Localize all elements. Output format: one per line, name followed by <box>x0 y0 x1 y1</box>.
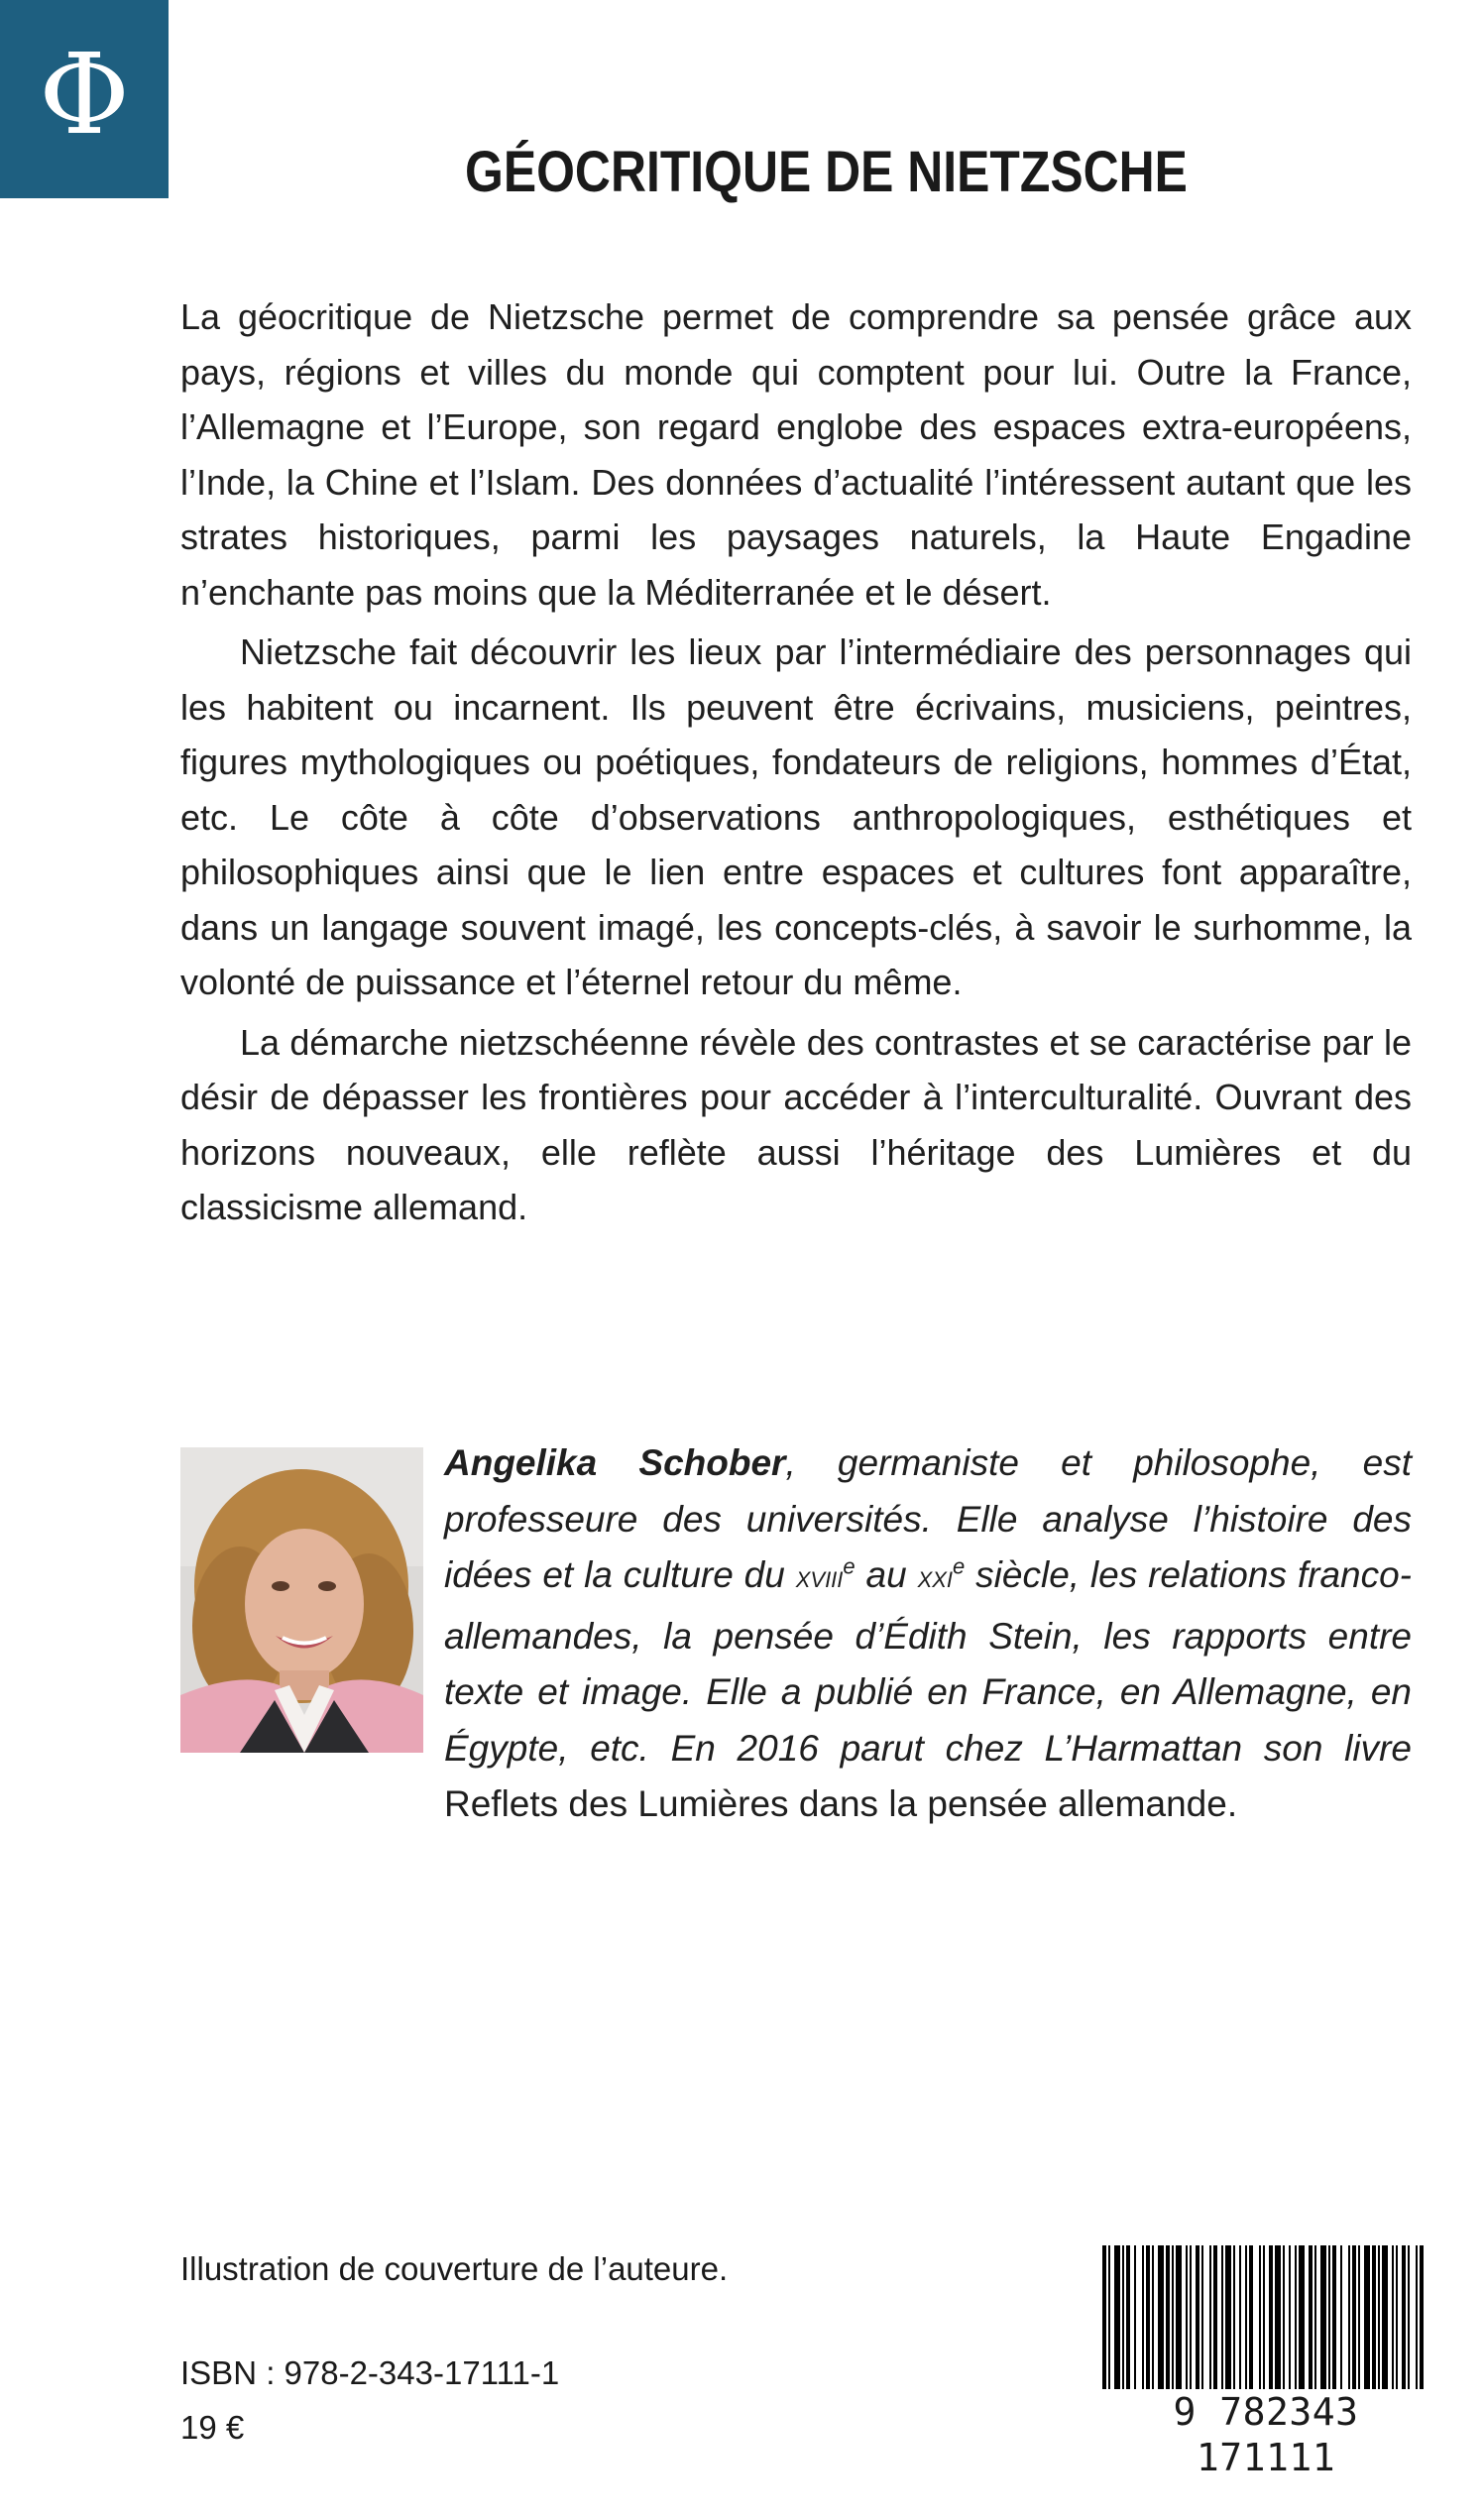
illustration-credit: Illustration de couverture de l’auteure. <box>180 2250 729 2287</box>
century-21: XXI <box>917 1567 954 1592</box>
synopsis-paragraph-1: La géocritique de Nietzsche permet de comprendre sa pensée grâce aux pays, régions et villes du monde qui comptent pour lui. Outre la France, l’Allemagne et l’Europe, son regard englobe des espaces extra-européens, l’Inde, la Chine et l’Islam. Des données d’actualité l’intéressent autant que les strates historiques, parmi les paysages naturels, la Haute Engadine n’enchante pas moins que la Méditerranée et le désert. <box>180 296 1412 613</box>
bio-end: . <box>1226 1783 1238 1824</box>
bio-text-1: , germaniste et philosophe, est professeure des universités. Elle analyse l’histoire des idées et la culture du <box>444 1442 1412 1595</box>
century-21-suffix: e <box>953 1553 966 1579</box>
isbn: ISBN : 978-2-343-17111-1 <box>180 2354 560 2391</box>
phi-logo-icon: Φ <box>39 31 130 160</box>
synopsis-paragraph-3: La démarche nietzschéenne révèle des contrastes et se caractérise par le désir de dépasser les frontières pour accéder à l’interculturalité. Ouvrant des horizons nouveaux, elle reflète aussi l’héritage des Lumières et du classicisme allemand. <box>180 1021 1412 1227</box>
author-name: Angelika Schober <box>444 1442 786 1483</box>
author-photo <box>180 1447 423 1753</box>
price: 19 € <box>180 2409 245 2446</box>
synopsis-paragraph-2: Nietzsche fait découvrir les lieux par l’intermédiaire des personnages qui les habitent ou incarnent. Ils peuvent être écrivains, musiciens, peintres, figures mythologiques ou poétiques, fondateurs de religions, hommes d’État, etc. Le côte à côte d’observations anthropologiques, esthétiques et philosophiques ainsi que le lien entre espaces et cultures font apparaître, dans un langage souvent imagé, les concepts-clés, à savoir le surhomme, la volonté de puissance et l’éternel retour du même. <box>180 631 1412 1002</box>
book-title: GÉOCRITIQUE DE NIETZSCHE <box>465 140 1188 204</box>
bio-text-2: au <box>855 1554 918 1595</box>
publisher-logo <box>0 0 169 198</box>
bio-text-3: siècle, les relations franco-allemandes, la pensée d’Édith Stein, les rapports entre texte et image. Elle a publié en France, en Allemagne, en Égypte, etc. En 2016 parut chez L’Harmattan son livre <box>444 1554 1412 1769</box>
synopsis <box>180 289 1412 1235</box>
author-bio <box>444 1435 1412 1833</box>
barcode-digits: 9 782343 171111 <box>1096 2389 1435 2480</box>
bio-book-title: Reflets des Lumières dans la pensée allemande <box>444 1783 1227 1824</box>
century-18-suffix: e <box>843 1553 856 1579</box>
century-18: XVIII <box>795 1567 844 1592</box>
